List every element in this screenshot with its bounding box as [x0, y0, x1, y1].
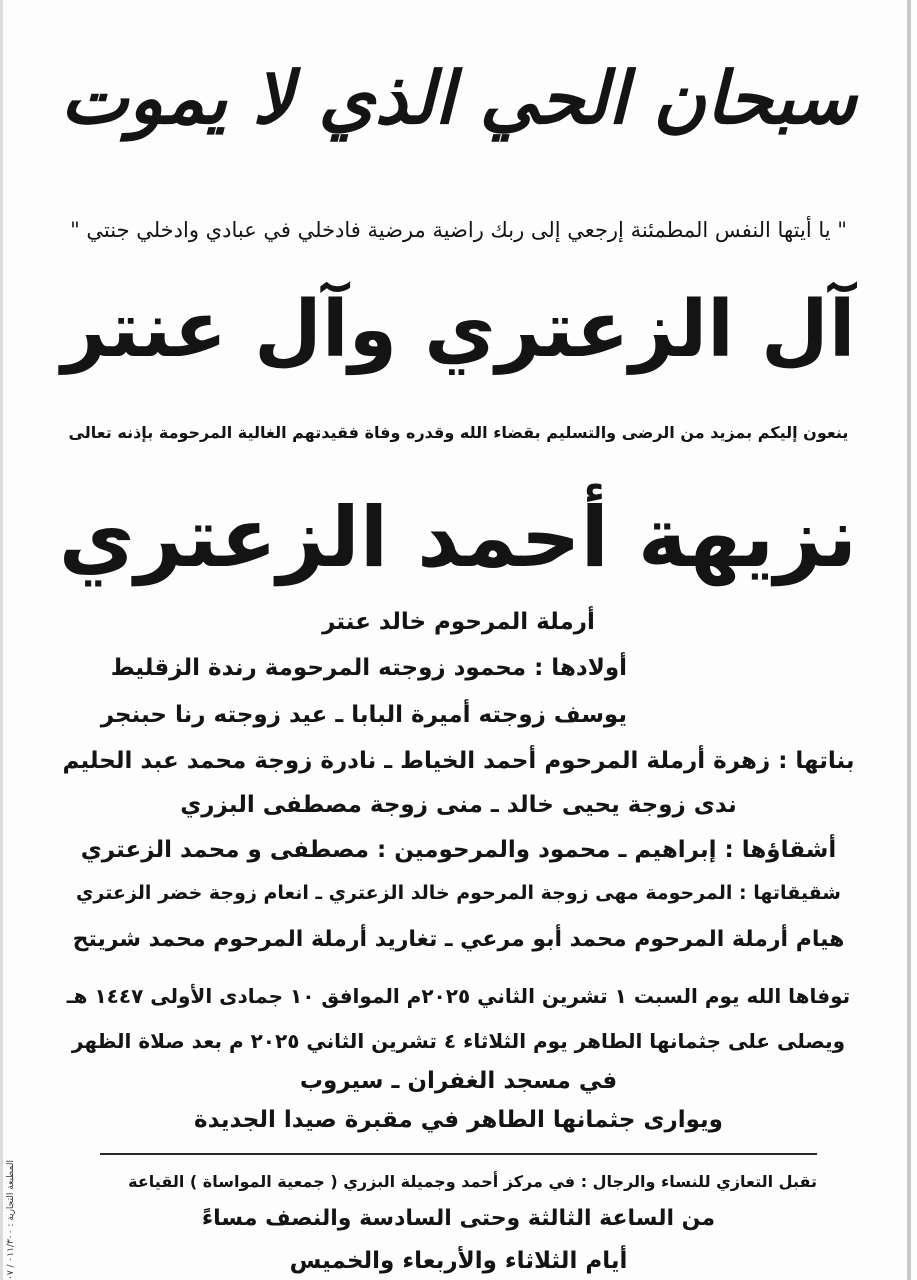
printer-note: [5, 1160, 17, 1280]
condolences-location: تقبل التعازي للنساء والرجال : في مركز أحمد وجميلة البزري ( جمعية المواساة ) القياعة: [128, 1172, 817, 1191]
calligraphy-heading: سبحان الحي الذي لا يموت: [60, 55, 857, 140]
page-edge-right: [907, 0, 911, 1280]
quran-verse: " يا أيتها النفس المطمئنة إرجعي إلى ربك راضية مرضية فادخلي في عبادي وادخلي جنتي ": [70, 218, 847, 242]
condolences-days: أيام الثلاثاء والأربعاء والخميس: [289, 1248, 628, 1274]
funeral-prayer-line: ويصلى على جثمانها الطاهر يوم الثلاثاء ٤ تشرين الثاني ٢٠٢٥ م بعد صلاة الظهر: [71, 1029, 846, 1053]
deceased-name: نزيهة أحمد الزعتري: [58, 489, 857, 586]
burial-line: ويوارى جثمانها الطاهر في مقبرة صيدا الجديدة: [194, 1107, 723, 1133]
death-date-line: توفاها الله يوم السبت ١ تشرين الثاني ٢٠٢٥م الموافق ١٠ جمادى الأولى ١٤٤٧ هـ: [66, 984, 851, 1008]
sisters-line: هيام أرملة المرحوم محمد أبو مرعي ـ تغاريد أرملة المرحوم محمد شريتح: [72, 927, 845, 952]
daughters-line: ندى زوجة يحيى خالد ـ منى زوجة مصطفى البزري: [180, 792, 737, 818]
announcement-text: ينعون إليكم بمزيد من الرضى والتسليم بقضاء الله وقدره وفاة فقيدتهم الغالية المرحومة بإذنه تعالى: [68, 423, 849, 442]
widow-line: أرملة المرحوم خالد عنتر: [322, 609, 595, 635]
sisters-line: شقيقاتها : المرحومة مهى زوجة المرحوم خالد الزعتري ـ انعام زوجة خضر الزعتري: [76, 882, 841, 904]
families-title: آل الزعتري وآل عنتر: [61, 285, 856, 375]
daughters-line: بناتها : زهرة أرملة المرحوم أحمد الخياط ـ نادرة زوجة محمد عبد الحليم: [62, 748, 855, 774]
printer-note-text: المطبعة التجارية : ٠١١/٣٠٠ / ٠٧: [6, 1160, 16, 1280]
brothers-line: أشقاؤها : إبراهيم ـ محمود والمرحومين : مصطفى و محمد الزعتري: [80, 837, 837, 863]
sons-line: يوسف زوجته أميرة البابا ـ عيد زوجته رنا حبنجر: [100, 702, 627, 728]
section-divider: [100, 1153, 817, 1155]
page-edge-left: [0, 0, 3, 1280]
mosque-line: في مسجد الغفران ـ سيروب: [299, 1068, 618, 1094]
condolences-hours: من الساعة الثالثة وحتى السادسة والنصف مساءً: [201, 1206, 716, 1231]
sons-line: أولادها : محمود زوجته المرحومة رندة الزقليط: [110, 655, 627, 681]
